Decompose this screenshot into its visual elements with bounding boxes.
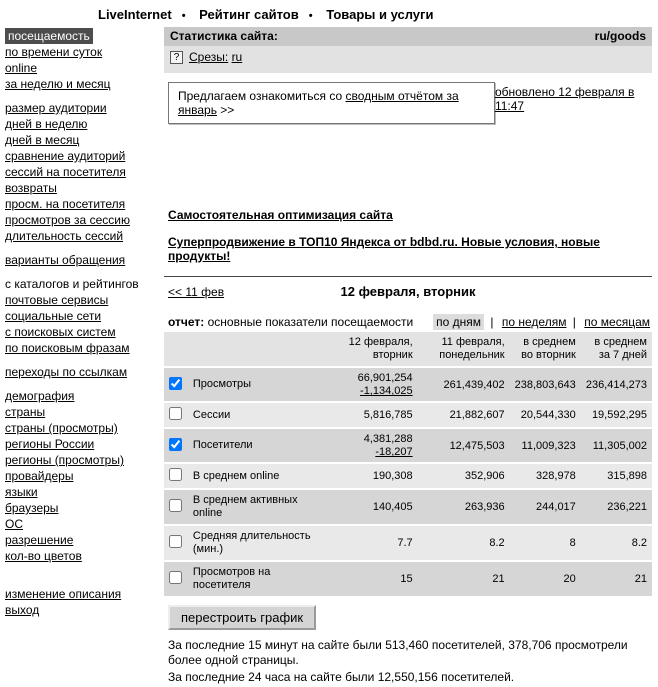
ad-links	[168, 208, 652, 263]
button-row	[168, 605, 652, 630]
metric-value-today: 5,816,785	[363, 409, 413, 421]
metric-value: 8	[510, 526, 581, 562]
report-title: отчет: основные показатели посещаемости	[168, 315, 414, 329]
metric-value: 19,592,295	[581, 403, 652, 429]
metric-checkbox[interactable]	[169, 407, 182, 420]
table-row	[164, 490, 652, 526]
promo-row	[168, 82, 650, 124]
period-tabs	[431, 315, 650, 329]
metric-value: 328,978	[510, 464, 581, 490]
stats-header-bar	[164, 27, 652, 46]
table-row	[164, 464, 652, 490]
sidebar-item-link[interactable]: кол-во цветов	[5, 549, 82, 563]
sidebar-item-link[interactable]: демография	[5, 389, 75, 403]
sidebar-item-link: с каталогов и рейтингов	[5, 277, 139, 291]
header-col-avg-7days: в среднем за 7 дней	[581, 332, 652, 368]
metric-label: В среднем активных online	[188, 490, 329, 526]
header-metric-col	[188, 332, 329, 368]
metric-value: 21	[418, 562, 510, 598]
metric-value: 261,439,402	[418, 368, 510, 403]
metric-value: 11,009,323	[510, 429, 581, 464]
metric-value: 20	[510, 562, 581, 598]
sidebar-item-link[interactable]: по поисковым фразам	[5, 341, 130, 355]
tab-separator: |	[490, 315, 494, 329]
site-name: ru/goods	[594, 29, 646, 43]
metric-value: 20,544,330	[510, 403, 581, 429]
sidebar-item-link[interactable]: языки	[5, 485, 38, 499]
sidebar-item-link[interactable]: размер аудитории	[5, 101, 107, 115]
slices-row	[164, 46, 652, 73]
tab-by-weeks[interactable]: по неделям	[501, 315, 567, 329]
sidebar-item-link[interactable]: страны	[5, 405, 46, 419]
top-navigation	[0, 0, 658, 27]
table-row	[164, 368, 652, 403]
sidebar-item-link[interactable]: страны (просмотры)	[5, 421, 118, 435]
metric-value: 8.2	[581, 526, 652, 562]
sidebar	[0, 27, 164, 628]
sidebar-item-link[interactable]: выход	[5, 603, 40, 617]
sidebar-item-link[interactable]: ОС	[5, 517, 23, 531]
stats-table	[164, 332, 652, 598]
sidebar-item-link[interactable]: сессий на посетителя	[5, 165, 126, 179]
tab-by-days[interactable]: по дням	[433, 314, 484, 330]
monthly-report-link[interactable]: сводным отчётом за январь	[178, 89, 459, 117]
nav-separator: •	[181, 10, 186, 22]
divider	[164, 276, 652, 277]
sidebar-item-link[interactable]: дней в месяц	[5, 133, 80, 147]
table-row	[164, 403, 652, 429]
metric-value: 11,305,002	[581, 429, 652, 464]
metric-label: В среднем online	[188, 464, 329, 490]
metric-label: Просмотры	[188, 368, 329, 403]
sidebar-item-selected[interactable]: посещаемость	[5, 28, 93, 44]
header-col-today: 12 февраля, вторник	[329, 332, 418, 368]
sidebar-item-link[interactable]: провайдеры	[5, 469, 74, 483]
sidebar-item-link[interactable]: разрешение	[5, 533, 74, 547]
prev-day-link[interactable]: << 11 фев	[168, 285, 225, 299]
metric-checkbox[interactable]	[169, 535, 182, 548]
header-col-yesterday: 11 февраля, понедельник	[418, 332, 510, 368]
tab-separator: |	[572, 315, 576, 329]
metric-label: Сессии	[188, 403, 329, 429]
current-date: 12 февраля, вторник	[340, 284, 476, 299]
metric-value: 238,803,643	[510, 368, 581, 403]
nav-separator: •	[308, 10, 313, 22]
report-header	[168, 315, 650, 329]
slices-link[interactable]: Срезы:	[189, 50, 229, 64]
tab-by-months[interactable]: по месяцам	[584, 315, 650, 329]
metric-value-today: 7.7	[397, 537, 413, 549]
nav-liveinternet[interactable]: LiveInternet	[98, 7, 172, 22]
metric-value: 263,936	[418, 490, 510, 526]
nav-goods-services[interactable]: Товары и услуги	[326, 7, 434, 22]
sidebar-item-link[interactable]: просм. на посетителя	[5, 197, 126, 211]
sidebar-item-link[interactable]: почтовые сервисы	[5, 293, 109, 307]
table-row	[164, 526, 652, 562]
sidebar-item-link[interactable]: регионы (просмотры)	[5, 453, 124, 467]
sidebar-item-link[interactable]: с поисковых систем	[5, 325, 116, 339]
metric-value-today: 4,381,288	[363, 433, 413, 445]
rebuild-chart-button[interactable]: перестроить график	[168, 605, 316, 630]
metric-checkbox[interactable]	[169, 468, 182, 481]
metric-delta: -18,207	[375, 446, 413, 458]
summary-15min: За последние 15 минут на сайте были 513,460 посетителей, 378,706 просмотрели более одной страницы.	[168, 638, 628, 667]
metric-checkbox[interactable]	[169, 571, 182, 584]
metric-value: 236,414,273	[581, 368, 652, 403]
metric-value: 315,898	[581, 464, 652, 490]
sidebar-item-link[interactable]: изменение описания	[5, 587, 122, 601]
help-icon[interactable]: ?	[170, 51, 183, 64]
sidebar-item-link[interactable]: варианты обращения	[5, 253, 126, 267]
metric-value: 244,017	[510, 490, 581, 526]
sidebar-item-link[interactable]: за неделю и месяц	[5, 77, 111, 91]
table-row	[164, 429, 652, 464]
sidebar-item-link[interactable]: дней в неделю	[5, 117, 88, 131]
table-row	[164, 562, 652, 598]
metric-value: 8.2	[418, 526, 510, 562]
metric-value: 21,882,607	[418, 403, 510, 429]
page-title: Статистика сайта:	[170, 29, 278, 43]
metric-value-today: 190,308	[372, 470, 413, 482]
footer-summary	[168, 638, 652, 685]
updated-link[interactable]: обновлено 12 февраля в 11:47	[494, 85, 635, 113]
metric-delta: -1,134,025	[360, 385, 413, 397]
main-content	[164, 27, 652, 687]
report-label: отчет:	[168, 315, 205, 329]
metric-label: Посетители	[188, 429, 329, 464]
sidebar-item-link[interactable]: сравнение аудиторий	[5, 149, 126, 163]
metric-label: Просмотров на посетителя	[188, 562, 329, 598]
metric-value: 352,906	[418, 464, 510, 490]
sidebar-item-link[interactable]: по времени суток	[5, 45, 103, 59]
sidebar-item-link[interactable]: регионы России	[5, 437, 95, 451]
monthly-report-box	[168, 82, 495, 124]
date-navigation	[168, 284, 648, 299]
promo-text: Предлагаем ознакомиться со	[178, 89, 346, 103]
sidebar-item-link[interactable]: просмотров за сессию	[5, 213, 130, 227]
promo-arrows: >>	[216, 103, 235, 117]
slice-ru-link[interactable]: ru	[231, 50, 243, 64]
sidebar-item-link[interactable]: online	[5, 61, 38, 75]
header-col-avg-weekday: в среднем во вторник	[510, 332, 581, 368]
metric-checkbox[interactable]	[169, 499, 182, 512]
metric-value-today: 15	[400, 573, 413, 585]
metric-label: Средняя длительность (мин.)	[188, 526, 329, 562]
metric-value-today: 140,405	[372, 501, 413, 513]
ad-link-seo[interactable]: Самостоятельная оптимизация сайта	[168, 208, 393, 222]
header-checkbox-col	[164, 332, 188, 368]
metric-checkbox[interactable]	[169, 377, 182, 390]
summary-24h: За последние 24 часа на сайте были 12,550,156 посетителей.	[168, 670, 515, 684]
ad-link-bdbd[interactable]: Суперпродвижение в ТОП10 Яндекса от bdbd.ru. Новые условия, новые продукты!	[168, 235, 600, 263]
metric-checkbox[interactable]	[169, 438, 182, 451]
sidebar-item-link[interactable]: длительность сессий	[5, 229, 124, 243]
metric-value-today: 66,901,254	[357, 372, 413, 384]
sidebar-item-link[interactable]: браузеры	[5, 501, 59, 515]
metric-value: 12,475,503	[418, 429, 510, 464]
metric-value: 236,221	[581, 490, 652, 526]
sidebar-item-link[interactable]: переходы по ссылкам	[5, 365, 128, 379]
sidebar-item-link[interactable]: возвраты	[5, 181, 57, 195]
sidebar-item-link[interactable]: социальные сети	[5, 309, 102, 323]
nav-site-rating[interactable]: Рейтинг сайтов	[199, 7, 299, 22]
metric-value: 21	[581, 562, 652, 598]
table-header-row	[164, 332, 652, 368]
